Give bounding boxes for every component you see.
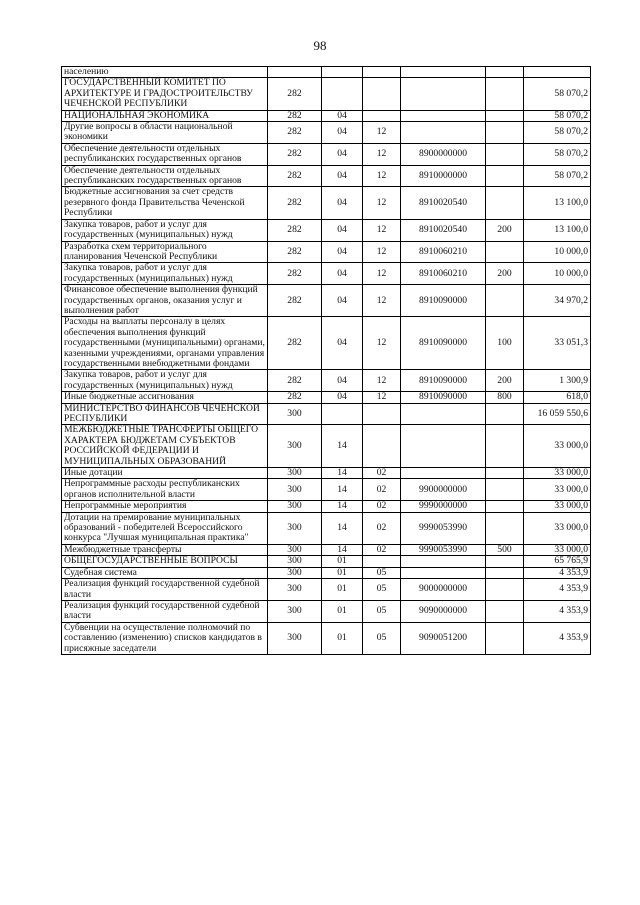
expense-type-cell: 800: [486, 392, 524, 403]
amount-cell: 13 100,0: [524, 219, 591, 241]
section-code-cell: 01: [322, 579, 363, 601]
target-article-cell: [401, 403, 486, 425]
target-article-cell: 8910090000: [401, 370, 486, 392]
target-article-cell: 8910060210: [401, 263, 486, 285]
target-article-cell: 8910020540: [401, 219, 486, 241]
table-row: [62, 110, 591, 121]
row-name-cell: Бюджетные ассигнования за счет средств резервного фонда Правительства Чеченской Республики: [62, 187, 268, 219]
expense-type-cell: 500: [486, 544, 524, 555]
amount-cell: 4 353,9: [524, 567, 591, 578]
table-row: [62, 600, 591, 622]
amount-cell: 33 000,0: [524, 468, 591, 479]
expense-type-cell: [486, 241, 524, 263]
target-article-cell: 9990000000: [401, 501, 486, 512]
target-article-cell: [401, 468, 486, 479]
row-name-cell: населению: [62, 67, 268, 78]
table-row: [62, 143, 591, 165]
section-code-cell: 01: [322, 622, 363, 654]
amount-cell: 4 353,9: [524, 622, 591, 654]
row-name-cell: Иные дотации: [62, 468, 268, 479]
expense-type-cell: [486, 285, 524, 317]
section-code-cell: 04: [322, 241, 363, 263]
row-name-cell: ГОСУДАРСТВЕННЫЙ КОМИТЕТ ПО АРХИТЕКТУРЕ И ГРАДОСТРОИТЕЛЬСТВУ ЧЕЧЕНСКОЙ РЕСПУБЛИКИ: [62, 78, 268, 110]
subsection-code-cell: 05: [363, 622, 401, 654]
row-name-cell: Обеспечение деятельности отдельных республиканских государственных органов: [62, 165, 268, 187]
ministry-code-cell: 282: [268, 392, 322, 403]
table-row: [62, 219, 591, 241]
section-code-cell: 14: [322, 512, 363, 544]
target-article-cell: 8910090000: [401, 317, 486, 370]
amount-cell: 13 100,0: [524, 187, 591, 219]
expense-type-cell: [486, 67, 524, 78]
subsection-code-cell: 12: [363, 285, 401, 317]
section-code-cell: 04: [322, 143, 363, 165]
table-row: [62, 579, 591, 601]
target-article-cell: [401, 567, 486, 578]
table-row: [62, 165, 591, 187]
ministry-code-cell: 300: [268, 567, 322, 578]
ministry-code-cell: 282: [268, 143, 322, 165]
budget-table-body: [62, 67, 591, 655]
target-article-cell: 9090000000: [401, 600, 486, 622]
row-name-cell: Закупка товаров, работ и услуг для государственных (муниципальных) нужд: [62, 263, 268, 285]
section-code-cell: [322, 78, 363, 110]
expense-type-cell: [486, 501, 524, 512]
amount-cell: 33 051,3: [524, 317, 591, 370]
row-name-cell: Судебная система: [62, 567, 268, 578]
table-row: [62, 479, 591, 501]
subsection-code-cell: 12: [363, 241, 401, 263]
row-name-cell: Реализация функций государственной судебной власти: [62, 600, 268, 622]
subsection-code-cell: 12: [363, 143, 401, 165]
expense-type-cell: [486, 600, 524, 622]
table-row: [62, 512, 591, 544]
ministry-code-cell: 300: [268, 468, 322, 479]
table-row: [62, 370, 591, 392]
ministry-code-cell: 282: [268, 122, 322, 144]
subsection-code-cell: 12: [363, 219, 401, 241]
target-article-cell: 9090051200: [401, 622, 486, 654]
expense-type-cell: 100: [486, 317, 524, 370]
section-code-cell: 04: [322, 370, 363, 392]
amount-cell: 10 000,0: [524, 263, 591, 285]
section-code-cell: 04: [322, 317, 363, 370]
row-name-cell: Непрограммные мероприятия: [62, 501, 268, 512]
section-code-cell: 04: [322, 263, 363, 285]
table-row: [62, 317, 591, 370]
amount-cell: 58 070,2: [524, 122, 591, 144]
table-row: [62, 263, 591, 285]
table-row: [62, 501, 591, 512]
row-name-cell: Межбюджетные трансферты: [62, 544, 268, 555]
row-name-cell: Непрограммные расходы республиканских органов исполнительной власти: [62, 479, 268, 501]
row-name-cell: Дотации на премирование муниципальных образований - победителей Всероссийского конкурса "Лучшая муниципальная практика": [62, 512, 268, 544]
ministry-code-cell: 300: [268, 579, 322, 601]
table-row: [62, 285, 591, 317]
target-article-cell: 9900000000: [401, 479, 486, 501]
subsection-code-cell: 12: [363, 263, 401, 285]
expense-type-cell: 200: [486, 263, 524, 285]
target-article-cell: 8910000000: [401, 165, 486, 187]
target-article-cell: 8910020540: [401, 187, 486, 219]
table-row: [62, 425, 591, 468]
subsection-code-cell: 02: [363, 479, 401, 501]
page-number: 98: [313, 38, 327, 53]
amount-cell: 33 000,0: [524, 425, 591, 468]
expense-type-cell: [486, 468, 524, 479]
amount-cell: 58 070,2: [524, 143, 591, 165]
table-row: [62, 78, 591, 110]
amount-cell: 58 070,2: [524, 110, 591, 121]
expense-type-cell: [486, 78, 524, 110]
subsection-code-cell: 02: [363, 512, 401, 544]
section-code-cell: 14: [322, 468, 363, 479]
amount-cell: 10 000,0: [524, 241, 591, 263]
expense-type-cell: [486, 403, 524, 425]
subsection-code-cell: [363, 403, 401, 425]
ministry-code-cell: 300: [268, 600, 322, 622]
amount-cell: 33 000,0: [524, 544, 591, 555]
amount-cell: 4 353,9: [524, 579, 591, 601]
table-row: [62, 122, 591, 144]
amount-cell: 1 300,9: [524, 370, 591, 392]
table-row: [62, 403, 591, 425]
subsection-code-cell: 02: [363, 544, 401, 555]
row-name-cell: Закупка товаров, работ и услуг для государственных (муниципальных) нужд: [62, 219, 268, 241]
amount-cell: 4 353,9: [524, 600, 591, 622]
ministry-code-cell: 282: [268, 241, 322, 263]
row-name-cell: Иные бюджетные ассигнования: [62, 392, 268, 403]
row-name-cell: Субвенции на осуществление полномочий по составлению (изменению) списков кандидатов в присяжные заседатели: [62, 622, 268, 654]
row-name-cell: Реализация функций государственной судебной власти: [62, 579, 268, 601]
amount-cell: 33 000,0: [524, 512, 591, 544]
ministry-code-cell: 300: [268, 425, 322, 468]
target-article-cell: 9000000000: [401, 579, 486, 601]
section-code-cell: 04: [322, 219, 363, 241]
section-code-cell: 04: [322, 392, 363, 403]
target-article-cell: [401, 122, 486, 144]
target-article-cell: 8910060210: [401, 241, 486, 263]
amount-cell: 16 059 550,6: [524, 403, 591, 425]
subsection-code-cell: 12: [363, 317, 401, 370]
section-code-cell: [322, 403, 363, 425]
table-row: [62, 567, 591, 578]
row-name-cell: Обеспечение деятельности отдельных республиканских государственных органов: [62, 143, 268, 165]
ministry-code-cell: 300: [268, 501, 322, 512]
subsection-code-cell: 12: [363, 165, 401, 187]
ministry-code-cell: 282: [268, 317, 322, 370]
table-row: [62, 622, 591, 654]
subsection-code-cell: 05: [363, 579, 401, 601]
target-article-cell: [401, 78, 486, 110]
row-name-cell: НАЦИОНАЛЬНАЯ ЭКОНОМИКА: [62, 110, 268, 121]
target-article-cell: 8910090000: [401, 392, 486, 403]
amount-cell: 58 070,2: [524, 165, 591, 187]
ministry-code-cell: 282: [268, 78, 322, 110]
budget-table: [61, 66, 591, 655]
row-name-cell: Финансовое обеспечение выполнения функций государственных органов, оказания услуг и выполнения работ: [62, 285, 268, 317]
target-article-cell: [401, 556, 486, 567]
ministry-code-cell: [268, 67, 322, 78]
expense-type-cell: [486, 556, 524, 567]
subsection-code-cell: 12: [363, 370, 401, 392]
section-code-cell: [322, 67, 363, 78]
row-name-cell: Разработка схем территориального планирования Чеченской Республики: [62, 241, 268, 263]
subsection-code-cell: [363, 556, 401, 567]
section-code-cell: 01: [322, 567, 363, 578]
target-article-cell: 8900000000: [401, 143, 486, 165]
amount-cell: 33 000,0: [524, 479, 591, 501]
section-code-cell: 04: [322, 165, 363, 187]
section-code-cell: 14: [322, 544, 363, 555]
ministry-code-cell: 300: [268, 403, 322, 425]
section-code-cell: 01: [322, 556, 363, 567]
subsection-code-cell: 12: [363, 122, 401, 144]
amount-cell: [524, 67, 591, 78]
amount-cell: 34 970,2: [524, 285, 591, 317]
row-name-cell: МЕЖБЮДЖЕТНЫЕ ТРАНСФЕРТЫ ОБЩЕГО ХАРАКТЕРА БЮДЖЕТАМ СУБЪЕКТОВ РОССИЙСКОЙ ФЕДЕРАЦИИ И МУНИЦИПАЛЬНЫХ ОБРАЗОВАНИЙ: [62, 425, 268, 468]
table-row: [62, 544, 591, 555]
expense-type-cell: [486, 622, 524, 654]
expense-type-cell: [486, 110, 524, 121]
ministry-code-cell: 282: [268, 187, 322, 219]
expense-type-cell: [486, 479, 524, 501]
ministry-code-cell: 282: [268, 110, 322, 121]
section-code-cell: 14: [322, 479, 363, 501]
table-row: [62, 556, 591, 567]
target-article-cell: 8910090000: [401, 285, 486, 317]
target-article-cell: [401, 110, 486, 121]
ministry-code-cell: 300: [268, 479, 322, 501]
amount-cell: 33 000,0: [524, 501, 591, 512]
amount-cell: 65 765,9: [524, 556, 591, 567]
subsection-code-cell: [363, 67, 401, 78]
table-row: [62, 468, 591, 479]
table-row: [62, 187, 591, 219]
expense-type-cell: [486, 143, 524, 165]
section-code-cell: 01: [322, 600, 363, 622]
subsection-code-cell: 05: [363, 567, 401, 578]
ministry-code-cell: 300: [268, 556, 322, 567]
expense-type-cell: [486, 567, 524, 578]
subsection-code-cell: 05: [363, 600, 401, 622]
ministry-code-cell: 300: [268, 544, 322, 555]
expense-type-cell: [486, 165, 524, 187]
subsection-code-cell: 12: [363, 187, 401, 219]
amount-cell: 618,0: [524, 392, 591, 403]
subsection-code-cell: [363, 110, 401, 121]
target-article-cell: 9990053990: [401, 512, 486, 544]
target-article-cell: 9990053990: [401, 544, 486, 555]
expense-type-cell: [486, 425, 524, 468]
section-code-cell: 04: [322, 110, 363, 121]
ministry-code-cell: 300: [268, 622, 322, 654]
ministry-code-cell: 282: [268, 219, 322, 241]
amount-cell: 58 070,2: [524, 78, 591, 110]
table-row: [62, 241, 591, 263]
ministry-code-cell: 282: [268, 165, 322, 187]
target-article-cell: [401, 425, 486, 468]
table-row: [62, 392, 591, 403]
ministry-code-cell: 282: [268, 285, 322, 317]
subsection-code-cell: [363, 425, 401, 468]
subsection-code-cell: [363, 78, 401, 110]
expense-type-cell: [486, 187, 524, 219]
expense-type-cell: 200: [486, 219, 524, 241]
row-name-cell: ОБЩЕГОСУДАРСТВЕННЫЕ ВОПРОСЫ: [62, 556, 268, 567]
ministry-code-cell: 300: [268, 512, 322, 544]
expense-type-cell: [486, 512, 524, 544]
section-code-cell: 04: [322, 122, 363, 144]
row-name-cell: МИНИСТЕРСТВО ФИНАНСОВ ЧЕЧЕНСКОЙ РЕСПУБЛИКИ: [62, 403, 268, 425]
section-code-cell: 14: [322, 501, 363, 512]
target-article-cell: [401, 67, 486, 78]
row-name-cell: Другие вопросы в области национальной экономики: [62, 122, 268, 144]
expense-type-cell: 200: [486, 370, 524, 392]
row-name-cell: Закупка товаров, работ и услуг для государственных (муниципальных) нужд: [62, 370, 268, 392]
expense-type-cell: [486, 579, 524, 601]
ministry-code-cell: 282: [268, 370, 322, 392]
subsection-code-cell: 12: [363, 392, 401, 403]
row-name-cell: Расходы на выплаты персоналу в целях обеспечения выполнения функций государственными (муниципальными) органами, казенными учреждениями, органами управления государственными внебюджетными фондами: [62, 317, 268, 370]
subsection-code-cell: 02: [363, 501, 401, 512]
section-code-cell: 14: [322, 425, 363, 468]
subsection-code-cell: 02: [363, 468, 401, 479]
section-code-cell: 04: [322, 187, 363, 219]
ministry-code-cell: 282: [268, 263, 322, 285]
expense-type-cell: [486, 122, 524, 144]
section-code-cell: 04: [322, 285, 363, 317]
